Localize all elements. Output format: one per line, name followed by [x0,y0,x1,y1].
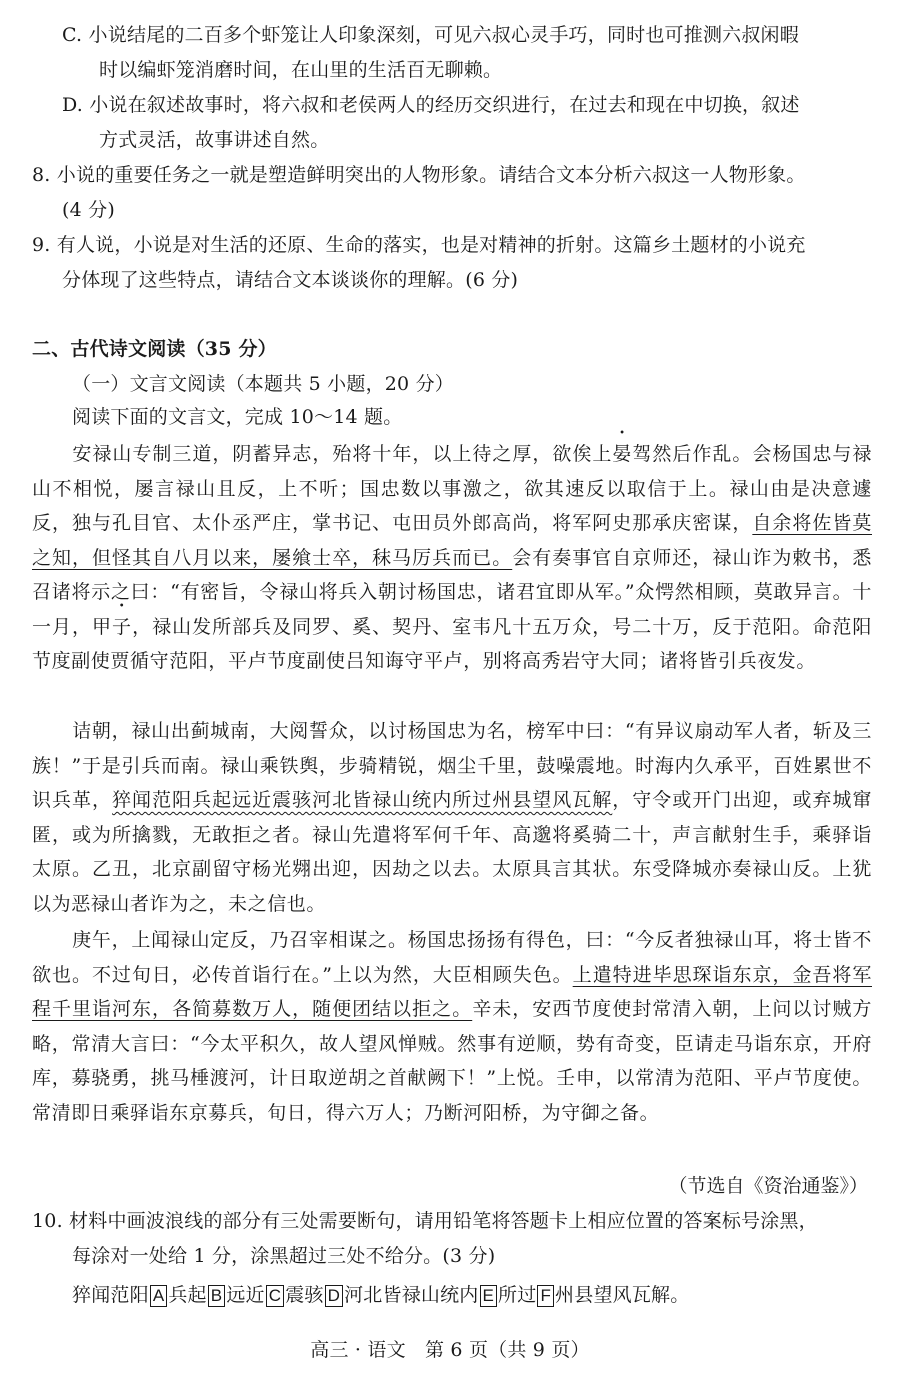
section-title: 二、古代诗文阅读（35 分） [32,338,277,360]
option-d-line2: 方式灵活，故事讲述自然。 [99,129,330,151]
answer-box-f[interactable]: F [537,1285,554,1307]
question-8-line1: 8. 小说的重要任务之一就是塑造鲜明突出的人物形象。请结合文本分析六叔这一人物形象。 [32,164,806,186]
answer-box-e[interactable]: E [480,1285,498,1307]
passage-text: 诘朝，禄山出蓟城南，大阅誓众，以讨杨国忠为名，榜军中曰：“有异议扇动军人者，斩及三族！”于是引兵而南。禄山乘铁舆，步骑精锐，烟尘千里，鼓噪震地。时海内久承平，百姓累世不识兵革， [32,720,872,811]
segment-text: 震骇 [285,1284,324,1306]
question-9-line1: 9. 有人说，小说是对生活的还原、生命的落实，也是对精神的折射。这篇乡土题材的小说充 [32,234,806,256]
segment-text: 远近 [226,1284,265,1306]
question-10-line1: 10. 材料中画波浪线的部分有三处需要断句，请用铅笔将答题卡上相应位置的答案标号涂黑， [32,1210,818,1232]
answer-box-c[interactable]: C [266,1285,284,1307]
passage-text: 辛未，安西节度使封常清入朝，上问以讨贼方略，常清大言曰：“今太平积久，故人望风惮贼。然事有逆顺，势有奇变，臣请走马诣东京，开府库，募骁勇，挑马棰渡河，计日取逆胡之首献阙下！”上悦。壬申，以常清为范阳、平卢节度使。常清即日乘驿诣东京募兵，旬日，得六万人；乃断河阳桥，为守御之备。 [32,998,872,1124]
answer-segmented-line [72,1278,689,1312]
passage-text: ，守令或开门出迎，或弃城窜匿，或为所擒戮，无敢拒之者。禄山先遣将军何千年、高邈将奚骑二十，声言献射生手，乘驿诣太原。乙丑，北京副留守杨光翙出迎，因劫之以去。太原具言其状。东受降城亦奏禄山反。上犹以为恶禄山者诈为之，未之信也。 [32,789,872,915]
underlined-sentence-2: 上遣特进毕思琛诣东京，金吾将军程千里诣河东，各简募数万人，随便团结以拒之。 [32,963,872,1020]
option-c-line2: 时以编虾笼消磨时间，在山里的生活百无聊赖。 [99,59,503,81]
question-8-line2: (4 分) [62,199,115,221]
passage-paragraph-2 [32,714,872,921]
wavy-underlined-sentence: 猝闻范阳兵起远近震骇河北皆禄山统内所过州县望风瓦解 [112,789,613,811]
option-c-line1: C. 小说结尾的二百多个虾笼让人印象深刻，可见六叔心灵手巧，同时也可推测六叔闲暇 [62,24,799,46]
dotted-char: 子 [112,615,133,638]
segment-text: 兵起 [168,1284,207,1306]
page-footer: 高三 · 语文 第 6 页（共 9 页） [310,1339,590,1361]
passage-text: ，禄山发所部兵及同罗、奚、契丹、室韦凡十五万众，号二十万，反于范阳。命范阳节度副使贾循守范阳，平卢节度副使吕知诲守平卢，别将高秀岩守大同；诸将皆引兵夜发。 [32,615,872,672]
passage-text: 驾然后作乱。会杨国忠与禄山不相悦，屡言禄山且反，上不听；国忠数以事激之，欲其速反以取信于上。禄山由是决意遽反，独与孔目官、太仆丞严庄，掌书记、屯田员外郎高尚，将军阿史那承庆密谋， [32,443,872,534]
passage-text: 安禄山专制三道，阴蓄异志，殆将十年，以上待之厚，欲俟上 [72,443,613,465]
segment-text: 所过 [498,1284,537,1306]
dotted-char: 晏 [612,443,633,465]
passage-source: （节选自《资治通鉴》） [668,1175,868,1197]
answer-box-d[interactable]: D [325,1285,343,1307]
question-9-line2: 分体现了这些特点，请结合文本谈谈你的理解。(6 分) [62,269,519,291]
passage-paragraph-1 [32,437,872,679]
option-d-line1: D. 小说在叙述故事时，将六叔和老侯两人的经历交织进行，在过去和现在中切换，叙述 [62,94,800,116]
underlined-sentence-1: 自余将佐皆莫之知，但怪其自八月以来，屡飨士卒，秣马厉兵而已。 [32,512,872,569]
reading-instruction: 阅读下面的文言文，完成 10～14 题。 [72,406,403,428]
passage-text: 庚午，上闻禄山定反，乃召宰相谋之。杨国忠扬扬有得色，曰：“今反者独禄山耳，将士皆不欲也。不过旬日，必传首诣行在。”上以为然，大臣相顾失色。 [32,929,872,986]
segment-text: 猝闻范阳 [72,1284,149,1306]
passage-text: 会有奏事官自京师还，禄山诈为敕书，悉召诸将示之曰：“有密旨，令禄山将兵入朝讨杨国忠，诸君宜即从军。”众愕然相顾，莫敢异言。十一月，甲 [32,546,872,638]
segment-text: 州县望风瓦解。 [555,1284,690,1306]
segment-text: 河北皆禄山统内 [344,1284,479,1306]
answer-box-b[interactable]: B [208,1285,226,1307]
subsection-title: （一）文言文阅读（本题共 5 小题，20 分） [72,373,454,395]
passage-paragraph-3 [32,923,872,1130]
answer-box-a[interactable]: A [150,1285,168,1307]
question-10-line2: 每涂对一处给 1 分，涂黑超过三处不给分。(3 分) [72,1245,496,1267]
